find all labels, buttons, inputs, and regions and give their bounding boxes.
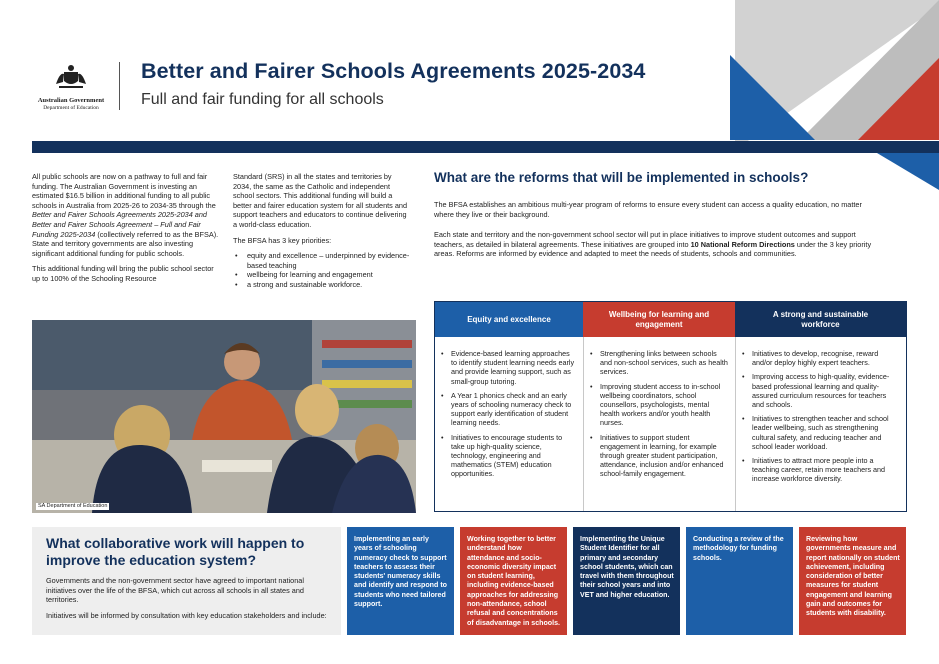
column-header-workforce: A strong and sustainable workforce (735, 302, 906, 337)
coat-of-arms-icon (53, 62, 89, 90)
page-title: Better and Fairer Schools Agreements 2025-2034 (141, 59, 646, 83)
intro-column-1 (32, 172, 220, 290)
intro-paragraph-1: All public schools are now on a pathway to full and fair funding. The Australian Government is investing an estimated $16.5 billion in additional funding to all public schools in Australia from 2025-26 to 2034-35 through the Better and Fairer Schools Agreements 2025-2034 and Better and Fairer Schools Agreement – Full and Fair Funding 2025-2034 (collectively referred to as the BFSA). State and territory governments are also investing significant additional funding for public schools. (32, 172, 219, 258)
reforms-paragraph-1: The BFSA establishes an ambitious multi-year program of reforms to ensure every student can access a quality education, no matter where they live or their background. (434, 200, 862, 219)
collaborative-paragraph-2: Initiatives will be informed by consultation with key education stakeholders and include: (46, 610, 327, 620)
table-body-row (435, 337, 906, 511)
table-cell-workforce (735, 337, 906, 511)
list-item: • Initiatives to strengthen teacher and school leader wellbeing, such as strengthening cultural safety, and reducing teacher and school leader workload. (740, 414, 900, 451)
list-item: • Evidence-based learning approaches to identify student learning needs early and provide learning support, such as small-group tutoring. (439, 349, 577, 386)
classroom-photo (32, 320, 416, 513)
collaborative-paragraph-1: Governments and the non-government sector have agreed to important national initiatives over the life of the BFSA, which cut across all schools in all states and territories. (46, 576, 304, 605)
logo-government-text: Australian Government (37, 97, 105, 104)
column-header-wellbeing: Wellbeing for learning and engagement (583, 302, 735, 337)
initiative-card-usi: Implementing the Unique Student Identifier for all primary and secondary school students, which can travel with them throughout their school years and into VET and higher education. (573, 527, 680, 635)
collaborative-work-panel (32, 527, 341, 635)
australian-government-logo (36, 62, 106, 112)
list-item: • equity and excellence – underpinned by evidence-based teaching (233, 251, 411, 270)
list-item: • A Year 1 phonics check and an early years of schooling numeracy check to support early identification of student learning needs. (439, 391, 577, 428)
header-divider (119, 62, 120, 110)
list-item: • Improving access to high-quality, evidence-based professional learning and quality-assured curriculum resources for teachers and schools. (740, 372, 900, 409)
collaborative-heading: What collaborative work will happen to improve the education system? (46, 535, 305, 568)
list-item: • Initiatives to support student engagement in learning, for example through greater student participation, attendance, inclusion and/or enhanced school-family engagement. (588, 433, 729, 479)
list-item: • Initiatives to encourage students to take up high-quality science, technology, engineering and mathematics (STEM) education opportunities. (439, 433, 577, 479)
logo-department-text: Department of Education (43, 105, 99, 111)
classroom-illustration (32, 320, 416, 513)
table-cell-wellbeing (583, 337, 735, 511)
initiative-card-numeracy: Implementing an early years of schooling numeracy check to support teachers to assess their students' numeracy skills and identify and respond to students who need tailored support. (347, 527, 454, 635)
page-subtitle: Full and fair funding for all schools (141, 91, 384, 108)
reform-directions-table (434, 301, 907, 512)
priorities-lead: The BFSA has 3 key priorities: (233, 235, 332, 245)
column-header-equity: Equity and excellence (435, 302, 583, 337)
initiative-card-funding-review: Conducting a review of the methodology for funding schools. (686, 527, 793, 635)
intro-paragraph-3: Standard (SRS) in all the states and territories by 2034, the same as the Catholic and independent school sectors. This additional funding will build a better and fairer education system for all students and support teachers and educators to continue delivering a world-class education. (233, 172, 408, 229)
table-header-row (435, 302, 906, 337)
list-item: • Initiatives to develop, recognise, reward and/or deploy highly expert teachers. (740, 349, 900, 367)
intro-paragraph-2: This additional funding will bring the public school sector up to 100% of the Schooling Resource (32, 264, 214, 283)
reforms-heading: What are the reforms that will be implemented in schools? (434, 170, 809, 185)
list-item: • Improving student access to in-school wellbeing coordinators, school counsellors, psychologists, mental health workers and/or youth health nurses. (588, 382, 729, 428)
list-item: • a strong and sustainable workforce. (233, 280, 411, 290)
priorities-list (233, 251, 411, 289)
initiative-card-measurement: Reviewing how governments measure and report nationally on student achievement, including consideration of better measures for student engagement and learning gain and outcomes for students with disability. (799, 527, 906, 635)
list-item: • wellbeing for learning and engagement (233, 270, 411, 280)
initiative-card-attendance: Working together to better understand how attendance and socio-economic diversity impact on student learning, including evidence-based approaches for addressing non-attendance, school refusal and concentrations of disadvantage in schools. (460, 527, 567, 635)
photo-caption: SA Department of Education (38, 503, 108, 509)
table-cell-equity (435, 337, 583, 511)
reforms-paragraph-2: Each state and territory and the non-government school sector will put in place initiatives to improve student outcomes and support teachers, as detailed in bilateral agreements. These initiatives are grouped into 10 National Reform Directions under the 3 key priority areas. Reforms are informed by evidence and adapted to meet the needs of students, schools and communities. (434, 230, 872, 259)
intro-column-2 (233, 172, 411, 290)
list-item: • Initiatives to attract more people into a teaching career, retain more teachers and increase workforce diversity. (740, 456, 900, 484)
list-item: • Strengthening links between schools and non-school services, such as health services. (588, 349, 729, 377)
header-bar (32, 141, 939, 153)
